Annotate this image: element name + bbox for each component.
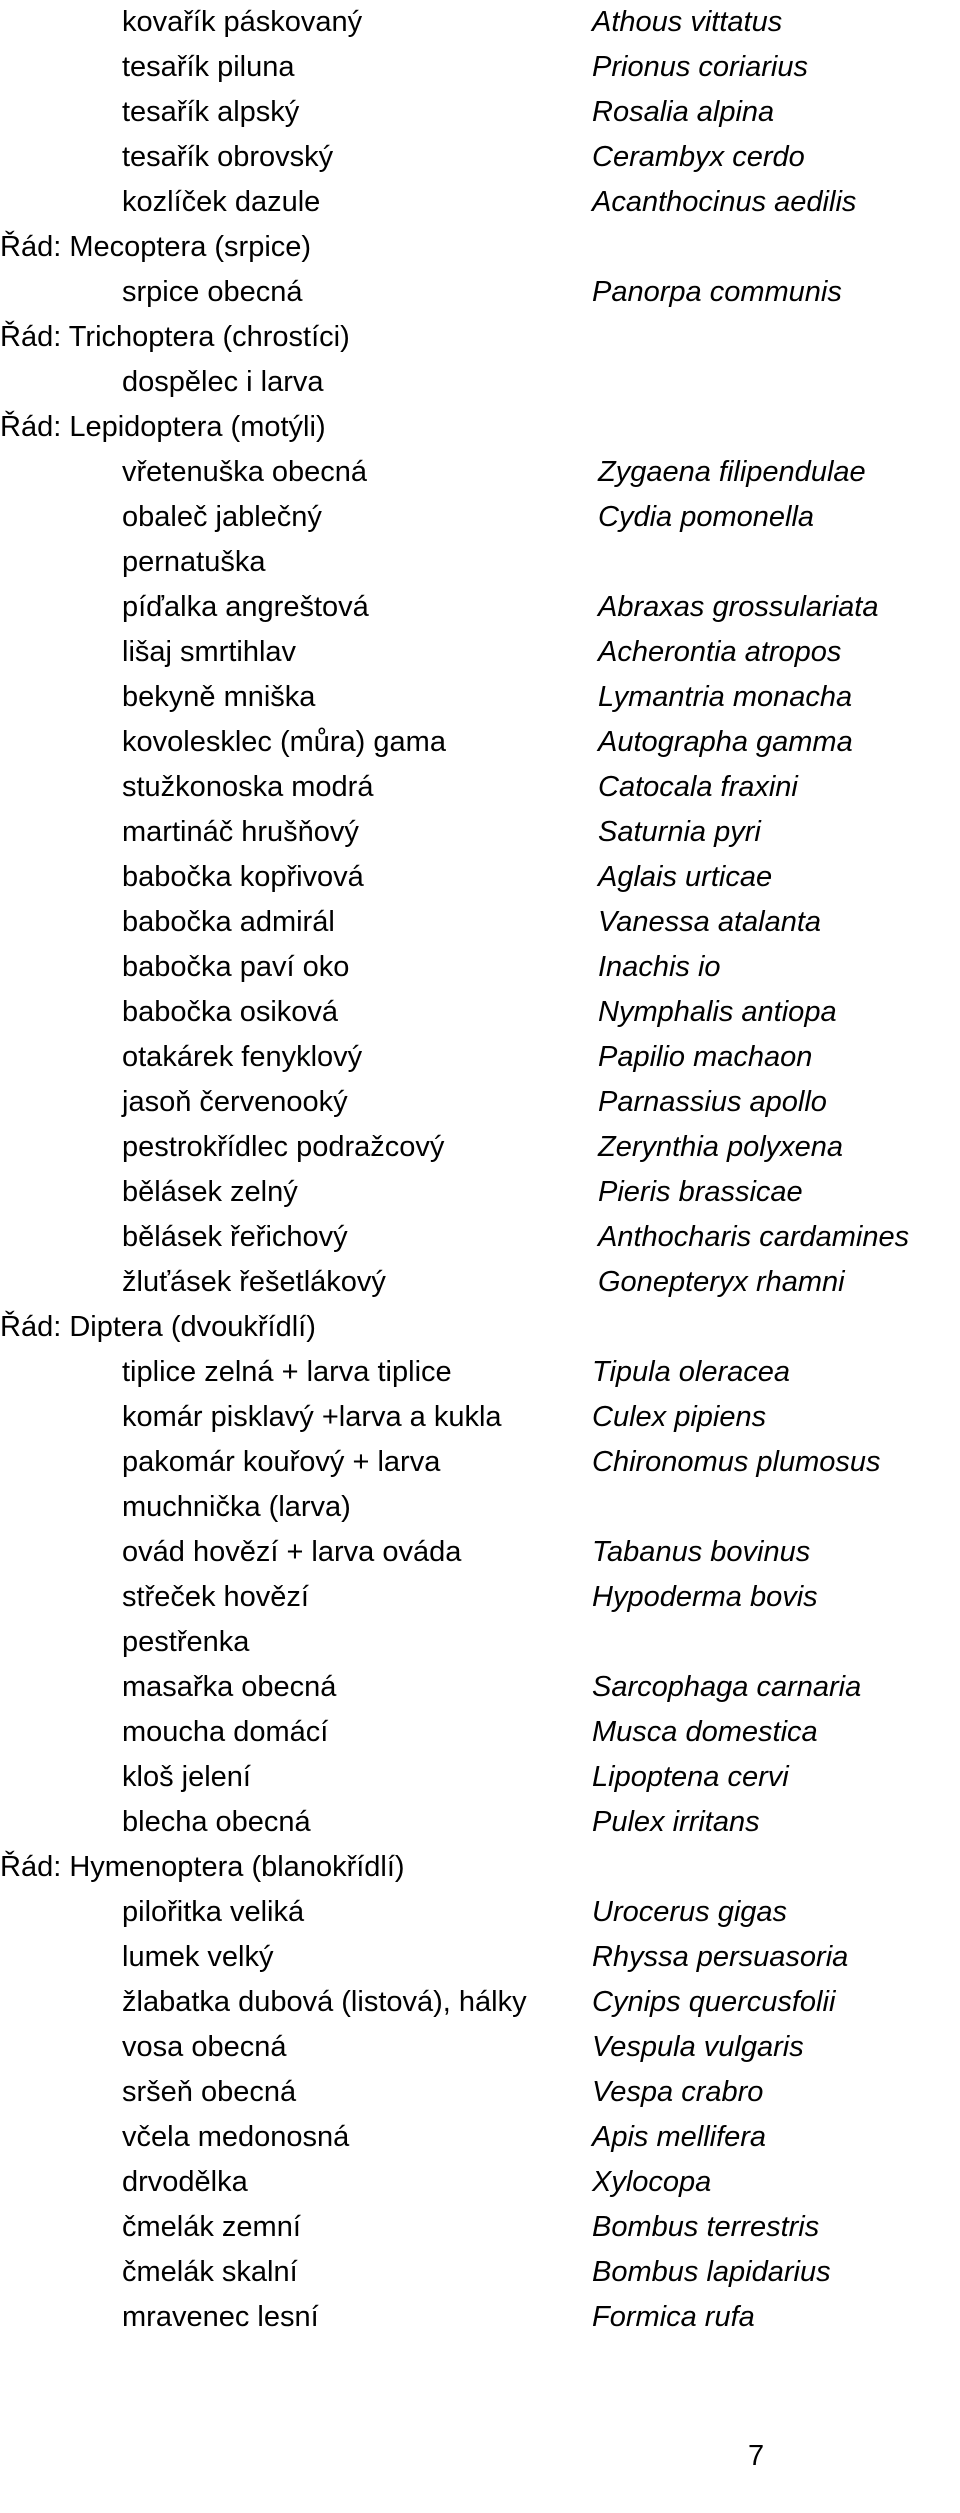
species-row <box>0 765 960 810</box>
species-row <box>0 450 960 495</box>
czech-name: čmelák zemní <box>122 2211 301 2243</box>
czech-name: bekyně mniška <box>122 681 316 713</box>
latin-name: Cydia pomonella <box>598 501 815 533</box>
latin-name: Anthocharis cardamines <box>598 1221 910 1253</box>
czech-name: vřetenuška obecná <box>122 456 368 488</box>
latin-name: Bombus terrestris <box>592 2211 820 2243</box>
czech-name: masařka obecná <box>122 1671 337 1703</box>
species-row <box>0 900 960 945</box>
latin-name: Lymantria monacha <box>598 681 853 713</box>
czech-name: píďalka angreštová <box>122 591 369 623</box>
latin-name: Rhyssa persuasoria <box>592 1941 849 1973</box>
latin-name: Zygaena filipendulae <box>598 456 866 488</box>
czech-name: ovád hovězí + larva ováda <box>122 1536 462 1568</box>
species-row <box>0 1395 960 1440</box>
species-row <box>0 2160 960 2205</box>
latin-name: Hypoderma bovis <box>592 1581 818 1613</box>
czech-name: babočka osiková <box>122 996 339 1028</box>
species-row <box>0 360 960 405</box>
latin-name: Apis mellifera <box>592 2121 767 2153</box>
latin-name: Vespa crabro <box>592 2076 764 2108</box>
czech-name: bělásek řeřichový <box>122 1221 348 1253</box>
czech-name: tesařík alpský <box>122 96 300 128</box>
species-row <box>0 2295 960 2340</box>
czech-name: pestřenka <box>122 1626 250 1658</box>
species-row <box>0 1440 960 1485</box>
species-row <box>0 135 960 180</box>
species-row <box>0 2205 960 2250</box>
species-row <box>0 45 960 90</box>
species-row <box>0 720 960 765</box>
latin-name: Zerynthia polyxena <box>598 1131 844 1163</box>
order-heading-row <box>0 315 960 360</box>
species-row <box>0 1980 960 2025</box>
species-row <box>0 1935 960 1980</box>
czech-name: žluťásek řešetlákový <box>122 1266 386 1298</box>
czech-name: tiplice zelná + larva tiplice <box>122 1356 452 1388</box>
czech-name: kloš jelení <box>122 1761 251 1793</box>
species-row <box>0 540 960 585</box>
czech-name: martináč hrušňový <box>122 816 359 848</box>
order-heading-row <box>0 405 960 450</box>
species-row <box>0 0 960 45</box>
czech-name: střeček hovězí <box>122 1581 309 1613</box>
order-heading: Řád: Lepidoptera (motýli) <box>0 411 326 443</box>
order-heading-row <box>0 1845 960 1890</box>
species-row <box>0 2070 960 2115</box>
czech-name: lišaj smrtihlav <box>122 636 297 668</box>
species-row <box>0 585 960 630</box>
latin-name: Saturnia pyri <box>598 816 761 848</box>
latin-name: Cerambyx cerdo <box>592 141 805 173</box>
species-row <box>0 1035 960 1080</box>
czech-name: vosa obecná <box>122 2031 287 2063</box>
species-row <box>0 270 960 315</box>
latin-name: Culex pipiens <box>592 1401 767 1433</box>
czech-name: dospělec i larva <box>122 366 324 398</box>
species-row <box>0 1665 960 1710</box>
species-row <box>0 180 960 225</box>
species-row <box>0 90 960 135</box>
czech-name: tesařík obrovský <box>122 141 334 173</box>
species-row <box>0 1800 960 1845</box>
latin-name: Inachis io <box>598 951 721 983</box>
species-row <box>0 1080 960 1125</box>
species-row <box>0 1260 960 1305</box>
latin-name: Papilio machaon <box>598 1041 813 1073</box>
latin-name: Urocerus gigas <box>592 1896 788 1928</box>
species-row <box>0 630 960 675</box>
czech-name: pilořitka veliká <box>122 1896 305 1928</box>
species-row <box>0 1890 960 1935</box>
order-heading: Řád: Trichoptera (chrostíci) <box>0 321 350 353</box>
czech-name: otakárek fenyklový <box>122 1041 363 1073</box>
czech-name: muchnička (larva) <box>122 1491 351 1523</box>
latin-name: Vanessa atalanta <box>598 906 822 938</box>
species-row <box>0 1215 960 1260</box>
latin-name: Pieris brassicae <box>598 1176 803 1208</box>
latin-name: Athous vittatus <box>592 6 783 38</box>
latin-name: Rosalia alpina <box>592 96 775 128</box>
czech-name: jasoň červenooký <box>122 1086 348 1118</box>
czech-name: lumek velký <box>122 1941 274 1973</box>
latin-name: Xylocopa <box>592 2166 712 2198</box>
latin-name: Formica rufa <box>592 2301 755 2333</box>
czech-name: sršeň obecná <box>122 2076 297 2108</box>
latin-name: Tipula oleracea <box>592 1356 791 1388</box>
species-row <box>0 1350 960 1395</box>
czech-name: včela medonosná <box>122 2121 350 2153</box>
species-row <box>0 675 960 720</box>
latin-name: Chironomus plumosus <box>592 1446 881 1478</box>
order-heading: Řád: Diptera (dvoukřídlí) <box>0 1311 316 1343</box>
species-row <box>0 2250 960 2295</box>
latin-name: Acherontia atropos <box>598 636 842 668</box>
latin-name: Parnassius apollo <box>598 1086 827 1118</box>
czech-name: tesařík piluna <box>122 51 295 83</box>
czech-name: blecha obecná <box>122 1806 311 1838</box>
latin-name: Abraxas grossulariata <box>598 591 879 623</box>
czech-name: drvodělka <box>122 2166 248 2198</box>
czech-name: komár pisklavý +larva a kukla <box>122 1401 502 1433</box>
species-row <box>0 945 960 990</box>
latin-name: Lipoptena cervi <box>592 1761 789 1793</box>
species-row <box>0 990 960 1035</box>
latin-name: Prionus coriarius <box>592 51 808 83</box>
order-heading: Řád: Mecoptera (srpice) <box>0 231 312 263</box>
czech-name: pakomár kouřový + larva <box>122 1446 441 1478</box>
latin-name: Aglais urticae <box>598 861 773 893</box>
latin-name: Acanthocinus aedilis <box>592 186 857 218</box>
species-row <box>0 1620 960 1665</box>
latin-name: Pulex irritans <box>592 1806 760 1838</box>
czech-name: čmelák skalní <box>122 2256 298 2288</box>
species-row <box>0 1575 960 1620</box>
czech-name: babočka kopřivová <box>122 861 364 893</box>
czech-name: srpice obecná <box>122 276 303 308</box>
czech-name: kovolesklec (můra) gama <box>122 726 446 758</box>
order-heading-row <box>0 225 960 270</box>
czech-name: kovařík páskovaný <box>122 6 363 38</box>
species-row <box>0 2025 960 2070</box>
czech-name: babočka admirál <box>122 906 335 938</box>
latin-name: Autographa gamma <box>598 726 853 758</box>
latin-name: Vespula vulgaris <box>592 2031 804 2063</box>
species-row <box>0 1485 960 1530</box>
czech-name: žlabatka dubová (listová), hálky <box>122 1986 527 2018</box>
species-row <box>0 495 960 540</box>
latin-name: Musca domestica <box>592 1716 818 1748</box>
page-number: 7 <box>748 2440 765 2472</box>
species-row <box>0 2115 960 2160</box>
species-row <box>0 1710 960 1755</box>
species-row <box>0 1530 960 1575</box>
czech-name: pestrokřídlec podražcový <box>122 1131 445 1163</box>
latin-name: Tabanus bovinus <box>592 1536 811 1568</box>
order-heading: Řád: Hymenoptera (blanokřídlí) <box>0 1851 405 1883</box>
latin-name: Nymphalis antiopa <box>598 996 837 1028</box>
latin-name: Bombus lapidarius <box>592 2256 831 2288</box>
czech-name: stužkonoska modrá <box>122 771 374 803</box>
species-row <box>0 855 960 900</box>
czech-name: mravenec lesní <box>122 2301 319 2333</box>
latin-name: Panorpa communis <box>592 276 842 308</box>
czech-name: obaleč jablečný <box>122 501 322 533</box>
species-row <box>0 1170 960 1215</box>
czech-name: bělásek zelný <box>122 1176 298 1208</box>
czech-name: babočka paví oko <box>122 951 350 983</box>
order-heading-row <box>0 1305 960 1350</box>
species-row <box>0 1755 960 1800</box>
latin-name: Sarcophaga carnaria <box>592 1671 862 1703</box>
czech-name: moucha domácí <box>122 1716 329 1748</box>
species-row <box>0 810 960 855</box>
czech-name: pernatuška <box>122 546 266 578</box>
species-row <box>0 1125 960 1170</box>
latin-name: Gonepteryx rhamni <box>598 1266 845 1298</box>
czech-name: kozlíček dazule <box>122 186 321 218</box>
latin-name: Cynips quercusfolii <box>592 1986 836 2018</box>
latin-name: Catocala fraxini <box>598 771 798 803</box>
